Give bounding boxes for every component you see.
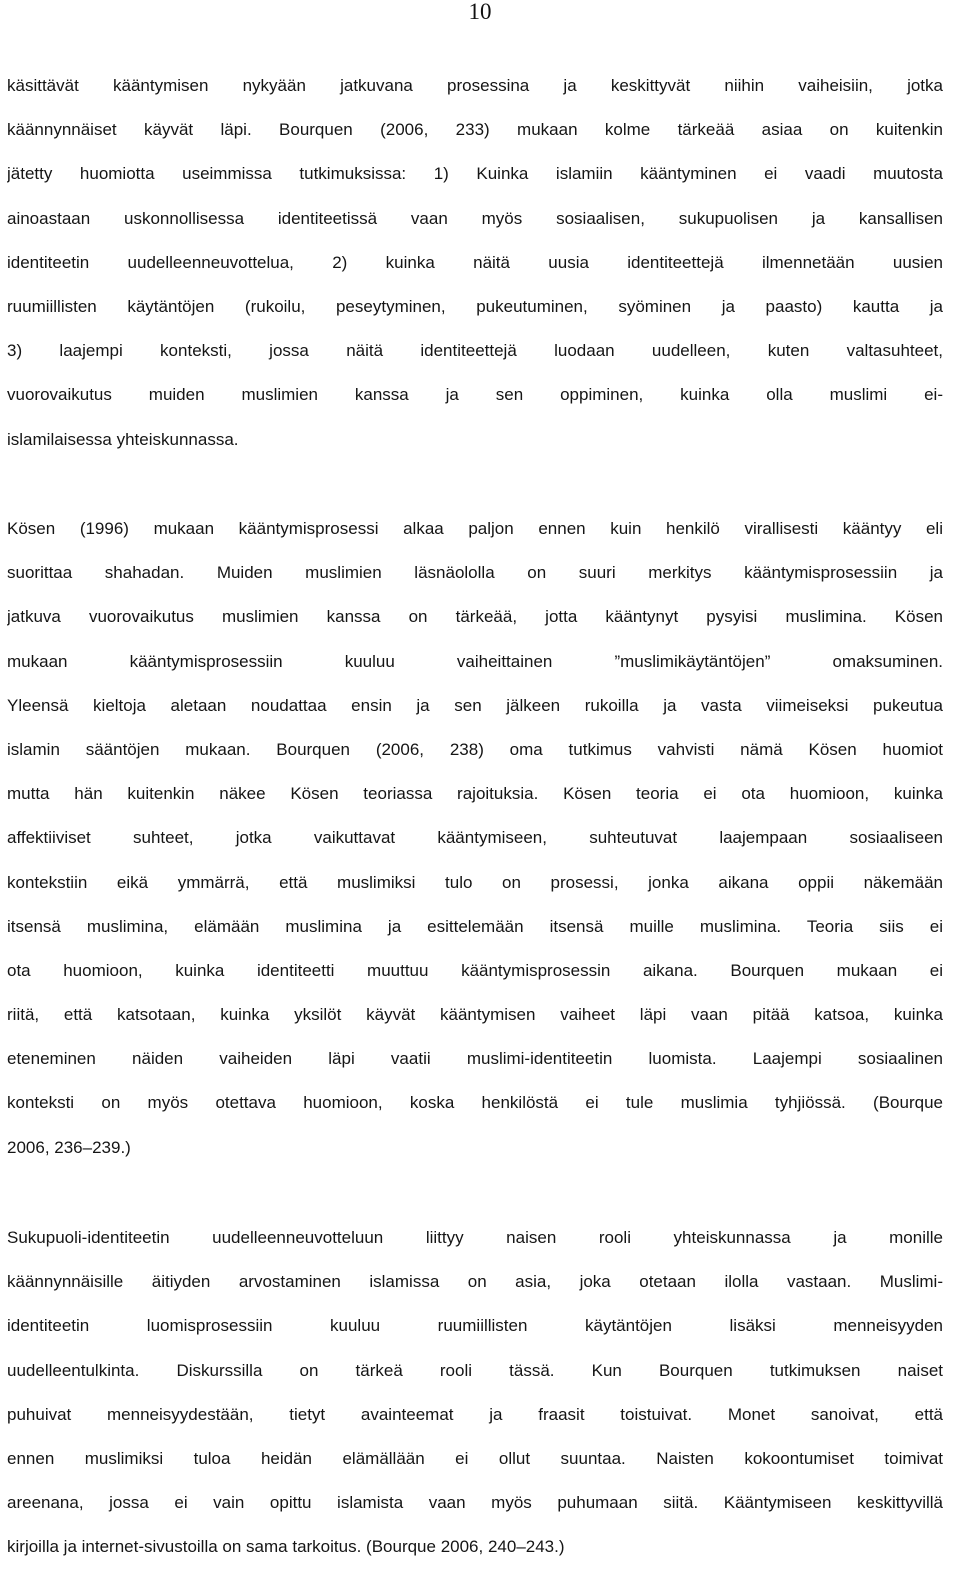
paragraph [7,1216,943,1570]
text-line: ennen muslimiksi tuloa heidän elämällään ei ollut suuntaa. Naisten kokoontumiset toimivat [7,1448,943,1468]
text-line: mutta hän kuitenkin näkee Kösen teoriassa rajoituksia. Kösen teoria ei ota huomioon, kuinka [7,784,943,804]
paragraph [7,64,943,462]
text-line: areenana, jossa ei vain opittu islamista vaan myös puhumaan siitä. Kääntymiseen keskittyvillä [7,1493,943,1513]
text-line: Sukupuoli-identiteetin uudelleenneuvotteluun liittyy naisen rooli yhteiskunnassa ja monille [7,1228,943,1247]
text-line: puhuivat menneisyydestään, tietyt avainteemat ja fraasit toistuivat. Monet sanoivat, että [7,1404,943,1424]
text-line: jatkuva vuorovaikutus muslimien kanssa on tärkeää, jotta kääntynyt pysyisi muslimina. Kösen [7,607,943,627]
text-line: itsensä muslimina, elämään muslimina ja esittelemään itsensä muille muslimina. Teoria siis ei [7,916,943,936]
text-line: ota huomioon, kuinka identiteetti muuttuu kääntymisprosessin aikana. Bourquen mukaan ei [7,960,943,980]
text-line: islamilaisessa yhteiskunnassa. [7,429,239,449]
text-line: suorittaa shahadan. Muiden muslimien läsnäololla on suuri merkitys kääntymisprosessiin ja [7,563,943,583]
text-line: kontekstiin eikä ymmärrä, että muslimiksi tulo on prosessi, jonka aikana oppii näkemään [7,872,943,892]
text-line: kirjoilla ja internet-sivustoilla on sama tarkoitus. (Bourque 2006, 240–243.) [7,1537,565,1557]
text-line: identiteetin uudelleenneuvottelua, 2) kuinka näitä uusia identiteettejä ilmennetään uusien [7,252,943,272]
text-line: käsittävät kääntymisen nykyään jatkuvana prosessina ja keskittyvät niihin vaiheisiin, jotka [7,76,943,95]
text-line: affektiiviset suhteet, jotka vaikuttavat kääntymiseen, suhteutuvat laajempaan sosiaaliseen [7,828,943,848]
text-line: käännynnäisille äitiyden arvostaminen islamissa on asia, joka otetaan ilolla vastaan. Muslimi- [7,1272,943,1292]
text-line: 2006, 236–239.) [7,1137,131,1157]
text-line: vuorovaikutus muiden muslimien kanssa ja sen oppiminen, kuinka olla muslimi ei- [7,385,943,405]
text-line: Kösen (1996) mukaan kääntymisprosessi alkaa paljon ennen kuin henkilö virallisesti kääntyy eli [7,519,943,538]
text-line: ainoastaan uskonnollisessa identiteetissä vaan myös sosiaalisen, sukupuolisen ja kansallisen [7,208,943,228]
text-line: 3) laajempi konteksti, jossa näitä identiteettejä luodaan uudelleen, kuten valtasuhteet, [7,341,943,361]
text-line: eteneminen näiden vaiheiden läpi vaatii muslimi-identiteetin luomista. Laajempi sosiaalinen [7,1049,943,1069]
text-line: käännynnäiset käyvät läpi. Bourquen (2006, 233) mukaan kolme tärkeää asiaa on kuitenkin [7,120,943,140]
paragraph [7,507,943,1170]
text-line: uudelleentulkinta. Diskurssilla on tärkeä rooli tässä. Kun Bourquen tutkimuksen naiset [7,1360,943,1380]
text-line: riitä, että katsotaan, kuinka yksilöt käyvät kääntymisen vaiheet läpi vaan pitää katsoa, kuinka [7,1005,943,1025]
text-line: jätetty huomiotta useimmissa tutkimuksissa: 1) Kuinka islamiin kääntyminen ei vaadi muutosta [7,164,943,184]
text-line: ruumiillisten käytäntöjen (rukoilu, peseytyminen, pukeutuminen, syöminen ja paasto) kautta ja [7,296,943,316]
page-number: 10 [468,0,492,24]
text-line: Yleensä kieltoja aletaan noudattaa ensin ja sen jälkeen rukoilla ja vasta viimeiseksi pukeutua [7,695,943,715]
text-line: islamin sääntöjen mukaan. Bourquen (2006, 238) oma tutkimus vahvisti nämä Kösen huomiot [7,739,943,759]
text-line: mukaan kääntymisprosessiin kuuluu vaiheittainen ”muslimikäytäntöjen” omaksuminen. [7,651,943,671]
text-line: identiteetin luomisprosessiin kuuluu ruumiillisten käytäntöjen lisäksi menneisyyden [7,1316,943,1336]
text-line: konteksti on myös otettava huomioon, koska henkilöstä ei tule muslimia tyhjiössä. (Bourque [7,1093,943,1113]
